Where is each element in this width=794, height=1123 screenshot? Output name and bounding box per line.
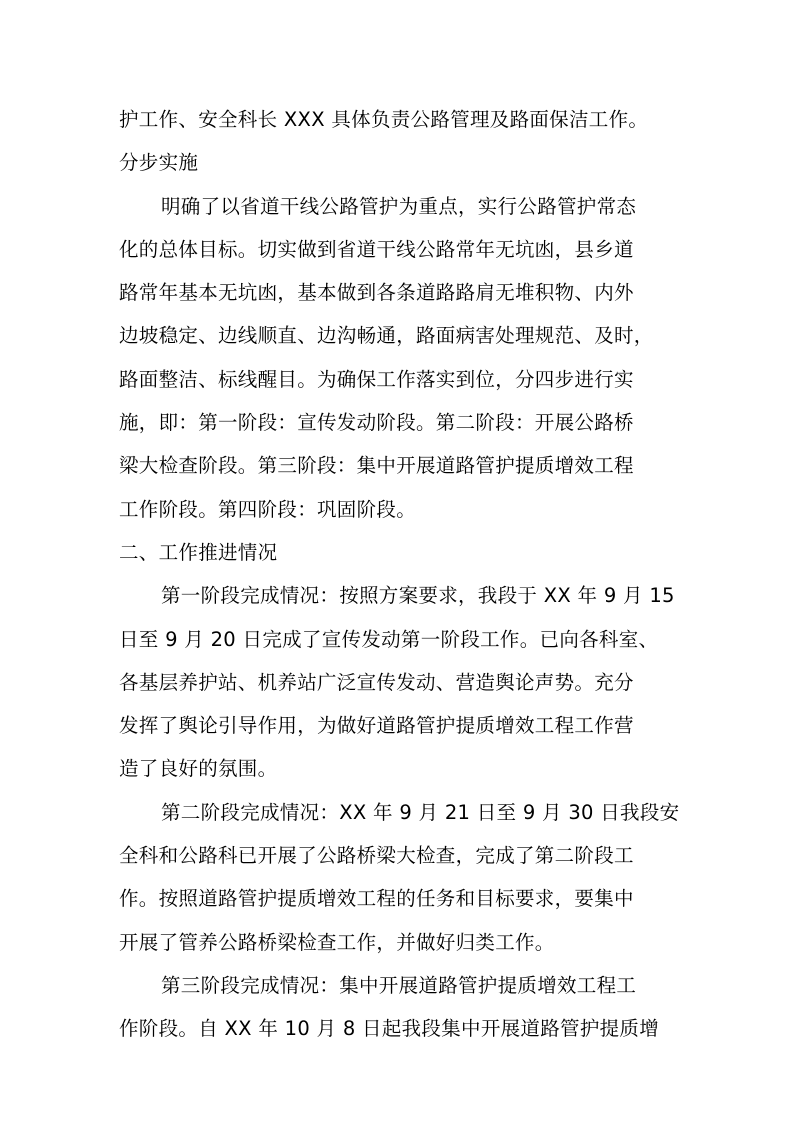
body-text	[119, 98, 679, 1051]
text-line: 工作阶段。第四阶段：巩固阶段。	[119, 497, 417, 521]
section-heading: 二、工作推进情况	[119, 540, 278, 564]
text-line: 化的总体目标。切实做到省道干线公路常年无坑凼，县乡道	[119, 237, 634, 261]
text-line: 护工作、安全科长 XXX 具体负责公路管理及路面保洁工作。	[119, 108, 649, 131]
text-line: 路常年基本无坑凼，基本做到各条道路路肩无堆积物、内外	[119, 281, 634, 305]
text-line: 全科和公路科已开展了公路桥梁大检查，完成了第二阶段工	[119, 844, 634, 868]
text-line: 梁大检查阶段。第三阶段：集中开展道路管护提质增效工程	[119, 454, 634, 478]
text-line: 第三阶段完成情况：集中开展道路管护提质增效工程工	[161, 973, 637, 997]
text-line: 发挥了舆论引导作用，为做好道路管护提质增效工程工作营	[119, 714, 634, 738]
text-line: 第一阶段完成情况：按照方案要求，我段于 XX 年 9 月 15	[161, 584, 675, 608]
text-line: 作阶段。自 XX 年 10 月 8 日起我段集中开展道路管护提质增	[119, 1017, 660, 1041]
text-line: 明确了以省道干线公路管护为重点，实行公路管护常态	[161, 194, 637, 218]
text-line: 作。按照道路管护提质增效工程的任务和目标要求，要集中	[119, 887, 634, 911]
text-line: 第二阶段完成情况：XX 年 9 月 21 日至 9 月 30 日我段安	[161, 800, 680, 824]
text-line: 日至 9 月 20 日完成了宣传发动第一阶段工作。已向各科室、	[119, 627, 659, 651]
text-line: 施，即：第一阶段：宣传发动阶段。第二阶段：开展公路桥	[119, 411, 634, 435]
text-line: 路面整洁、标线醒目。为确保工作落实到位，分四步进行实	[119, 367, 634, 391]
text-line: 边坡稳定、边线顺直、边沟畅通，路面病害处理规范、及时，	[119, 324, 654, 348]
text-line: 开展了管养公路桥梁检查工作，并做好归类工作。	[119, 930, 555, 954]
text-line: 各基层养护站、机养站广泛宣传发动、营造舆论声势。充分	[119, 670, 634, 694]
text-line: 造了良好的氛围。	[119, 757, 278, 781]
section-heading: 分步实施	[119, 151, 199, 175]
